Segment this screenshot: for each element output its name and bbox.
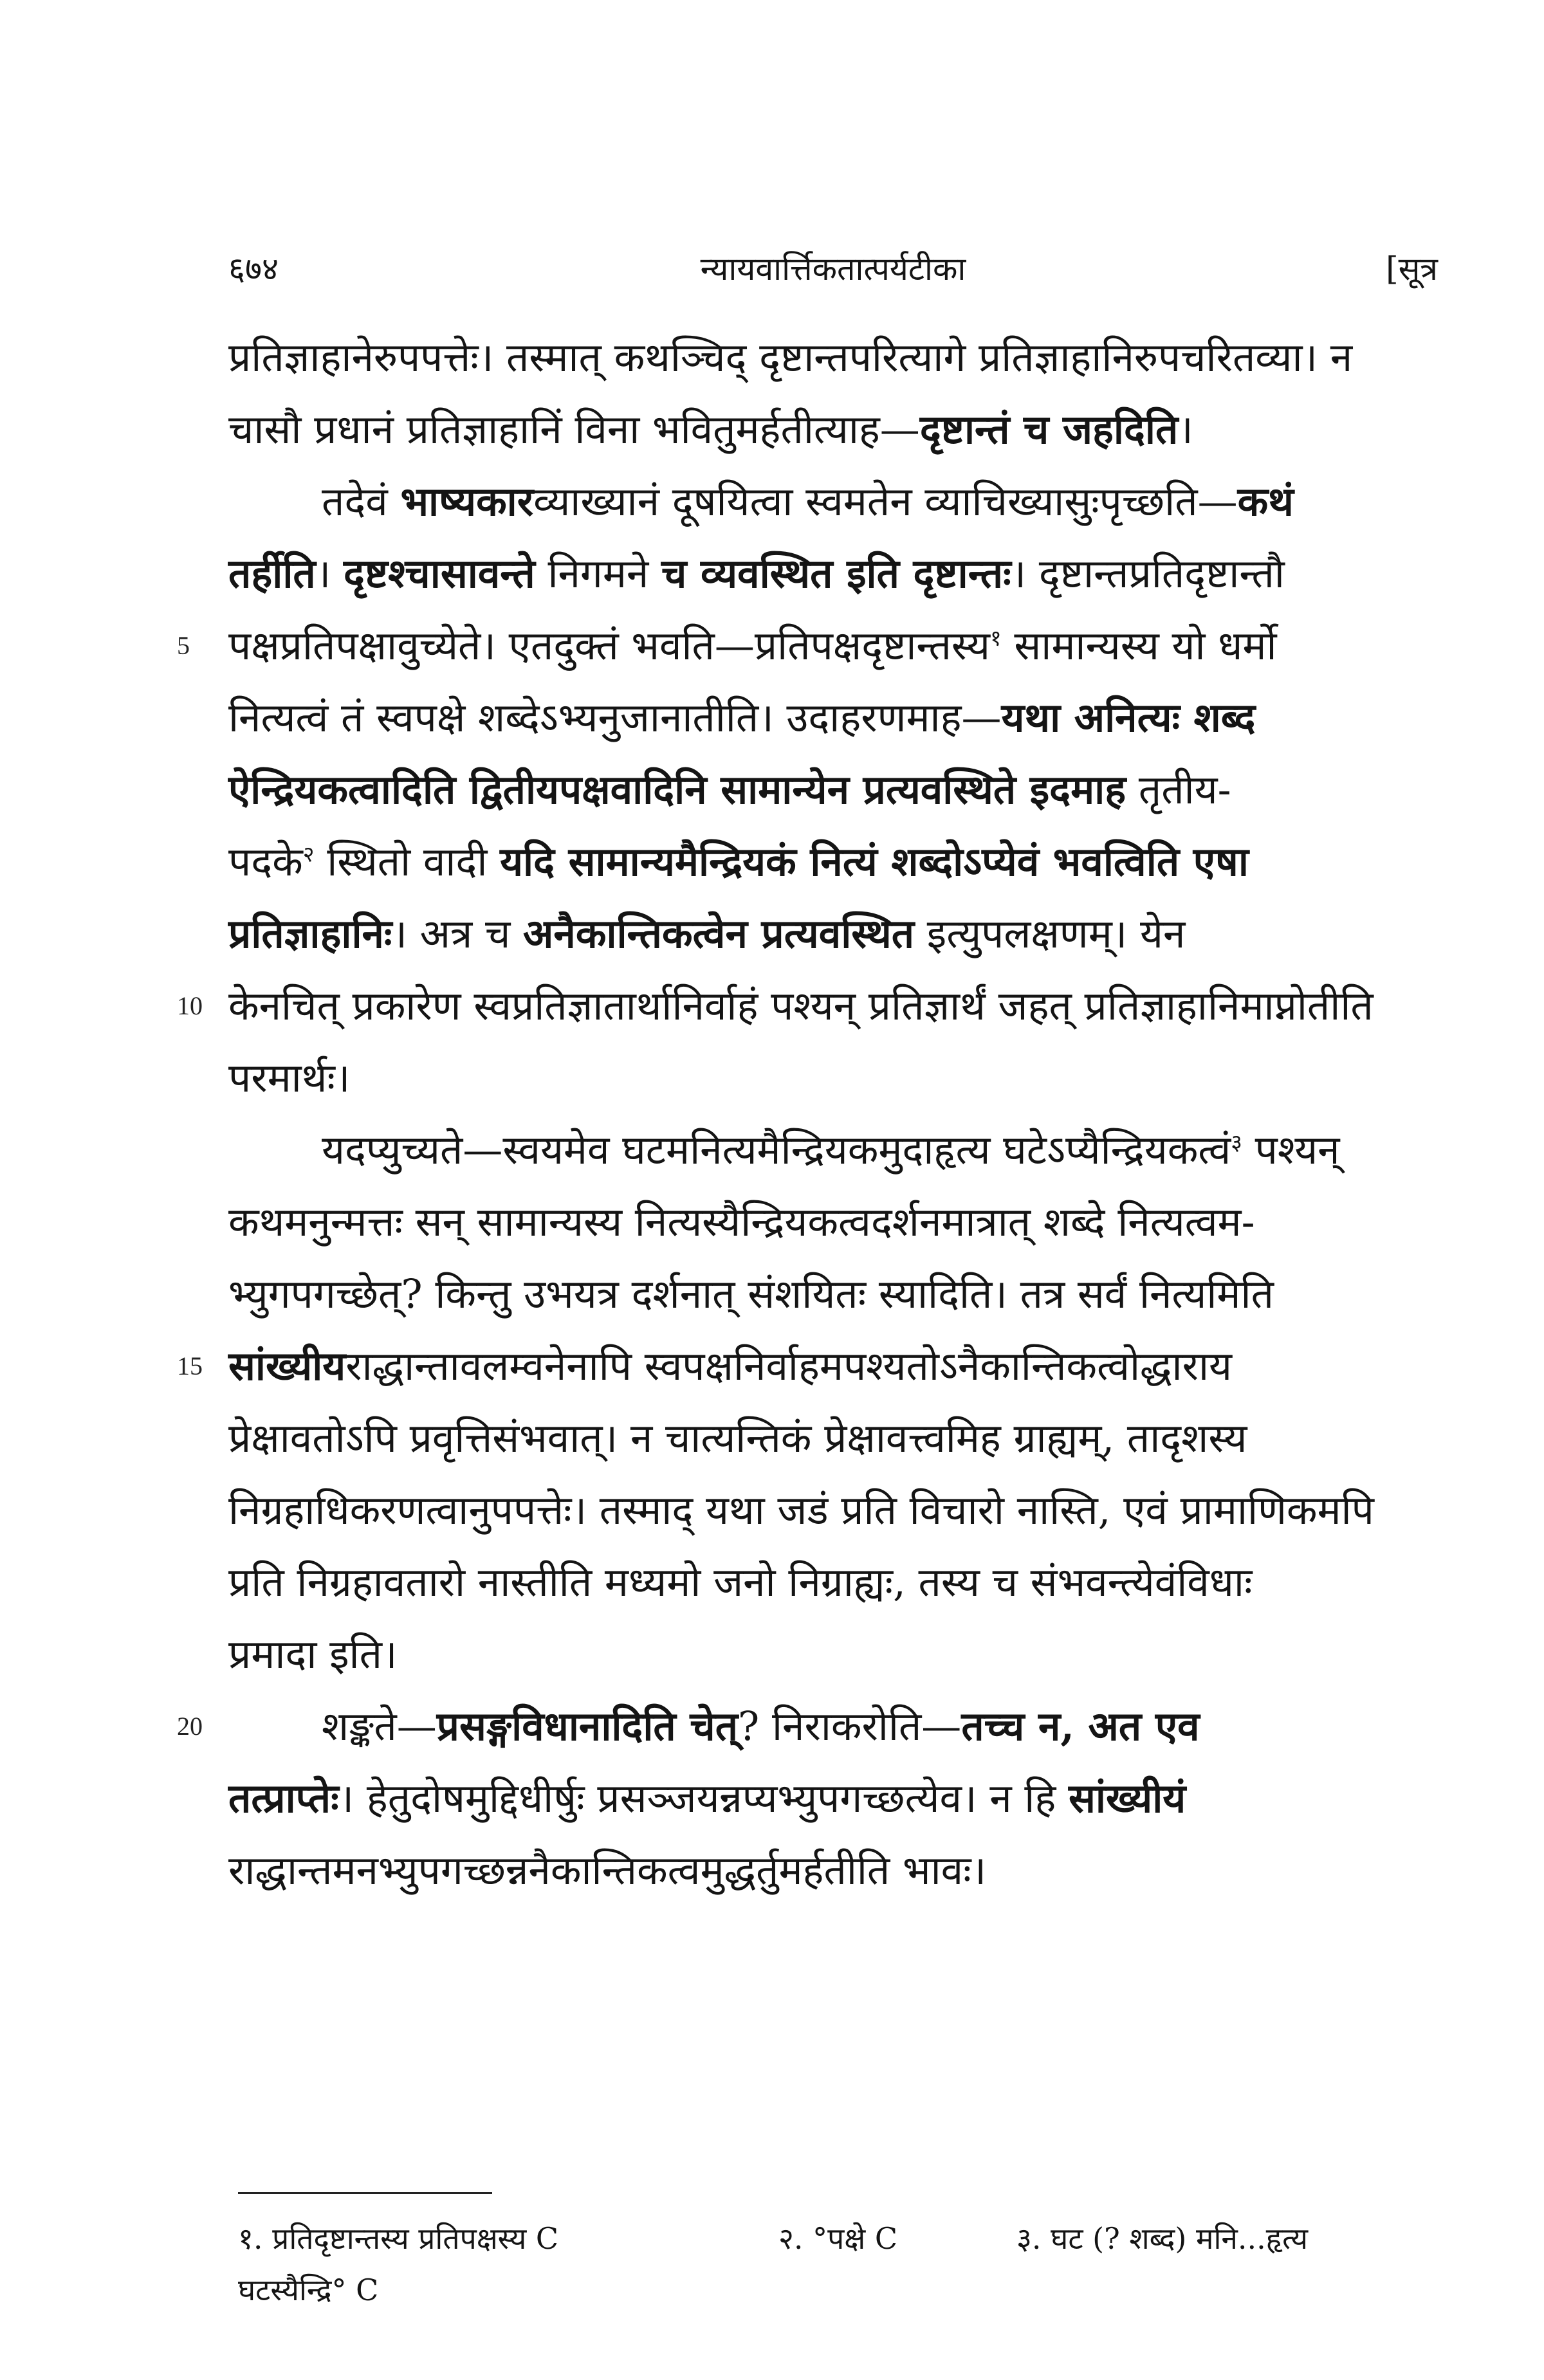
- line-number: 10: [177, 991, 203, 1020]
- line-text: प्रतिज्ञाहानेरुपपत्तेः। तस्मात् कथञ्चिद् दृष्टान्तपरित्यागे प्रतिज्ञाहानिरुपचरितव्या। न: [228, 334, 1353, 381]
- line-text: भ्युगपगच्छेत्? किन्तु उभयत्र दर्शनात् संशयितः स्यादिति। तत्र सर्वं नित्यमिति: [228, 1270, 1274, 1317]
- line-text: इत्युपलक्षणम्। येन: [914, 910, 1186, 957]
- text-line: [228, 1186, 1438, 1258]
- line-text: राद्धान्तावलम्वनेनापि स्वपक्षनिर्वाहमपश्यतोऽनैकान्तिकत्वोद्धाराय: [345, 1342, 1232, 1389]
- line-text: । दृष्टान्तप्रतिदृष्टान्तौ: [1011, 550, 1285, 597]
- pratika-bold: प्रसङ्गविधानादिति चेत्: [436, 1703, 739, 1750]
- line-text: प्रति निग्रहावतारो नास्तीति मध्यमो जनो निग्राह्यः, तस्य च संभवन्त्येवंविधाः: [228, 1559, 1253, 1606]
- line-text: केनचित् प्रकारेण स्वप्रतिज्ञातार्थानिर्वाहं पश्यन् प्रतिज्ञार्थं जहत् प्रतिज्ञाहानिमाप्नोतीति: [228, 982, 1374, 1029]
- footnote-row: [238, 2213, 1435, 2264]
- text-line: [228, 826, 1438, 898]
- line-number: 20: [177, 1712, 203, 1741]
- line-text: राद्धान्तमनभ्युपगच्छन्ननैकान्तिकत्वमुद्धर्तुमर्हतीति भावः।: [228, 1847, 987, 1894]
- line-number: 15: [177, 1351, 203, 1380]
- text-line: [177, 1690, 1438, 1762]
- line-text: प्रमादा इति।: [228, 1631, 398, 1678]
- line-text: कथमनुन्मत्तः सन् सामान्यस्य नित्यस्यैन्द्रियकत्वदर्शनमात्रात् शब्दे नित्यत्वम-: [228, 1198, 1255, 1245]
- section-marker: [सूत्र: [1386, 250, 1438, 288]
- footnote-2: २. °पक्षे C: [778, 2221, 898, 2256]
- line-text: परमार्थः।: [228, 1054, 351, 1101]
- text-line: [228, 1402, 1438, 1474]
- footnote-3-continuation: घटस्यैन्द्रि° C: [238, 2273, 379, 2307]
- text-line: [228, 1546, 1438, 1618]
- line-text: । हेतुदोषमुद्दिधीर्षुः प्रसञ्जयन्नप्यभ्युपगच्छत्येव। न हि: [338, 1775, 1069, 1822]
- footnote-ref: २: [302, 841, 315, 868]
- pratika-bold: ऐन्द्रियकत्वादिति द्वितीयपक्षवादिनि सामान्येन प्रत्यवस्थिते इदमाह: [228, 766, 1126, 813]
- line-text: निगमने: [535, 550, 662, 597]
- text-line: [228, 538, 1438, 610]
- footnote-1: १. प्रतिदृष्टान्तस्य प्रतिपक्षस्य C: [238, 2221, 559, 2256]
- pratika-bold: दृष्टान्तं च जहदिति: [919, 406, 1179, 453]
- line-text: निग्रहाधिकरणत्वानुपपत्तेः। तस्माद् यथा जडं प्रति विचारो नास्ति, एवं प्रामाणिकमपि: [228, 1487, 1374, 1533]
- pratika-bold: भाष्यकार: [400, 478, 534, 525]
- line-text: नित्यत्वं तं स्वपक्षे शब्देऽभ्यनुजानातीति। उदाहरणमाह—: [228, 694, 1002, 741]
- line-text: शङ्कते—: [322, 1703, 437, 1750]
- text-line: [228, 1258, 1438, 1330]
- line-text: पदके: [228, 838, 303, 885]
- text-line: [228, 466, 1438, 538]
- text-line: [228, 1114, 1438, 1186]
- pratika-bold: च व्यवस्थित इति दृष्टान्तः: [661, 550, 1011, 597]
- line-text: पश्यन्: [1242, 1126, 1340, 1173]
- line-text: ? निराकरोति—: [738, 1703, 962, 1750]
- page-number: ६७४: [228, 250, 279, 288]
- text-line: [228, 898, 1438, 970]
- pratika-bold: अनैकान्तिकत्वेन प्रत्यवस्थित: [523, 910, 915, 957]
- line-text: ।: [1178, 406, 1193, 453]
- pratika-bold: कथं: [1237, 478, 1294, 525]
- line-text: तदेवं: [322, 478, 401, 525]
- main-text: [177, 322, 1438, 1907]
- line-text: व्याख्यानं दूषयित्वा स्वमतेन व्याचिख्यासुःपृच्छति—: [533, 478, 1238, 525]
- text-line: [177, 1330, 1438, 1402]
- text-line: [228, 754, 1438, 826]
- footnote-ref: १: [989, 625, 1002, 652]
- pratika-bold: दृष्टश्चासावन्ते: [343, 550, 535, 597]
- pratika-bold: यदि सामान्यमैन्द्रियकं नित्यं शब्दोऽप्येवं भवत्विति एषा: [500, 838, 1249, 885]
- line-text: यदप्युच्यते—स्वयमेव घटमनित्यमैन्द्रियकमुदाहृत्य घटेऽप्यैन्द्रियकत्वं: [322, 1126, 1231, 1173]
- book-title: न्यायवार्त्तिकतात्पर्यटीका: [700, 250, 966, 288]
- line-text: पक्षप्रतिपक्षावुच्येते। एतदुक्तं भवति—प्रतिपक्षदृष्टान्तस्य: [228, 622, 990, 669]
- pratika-bold: यथा अनित्यः शब्द: [1001, 694, 1256, 741]
- text-line: [228, 1835, 1438, 1907]
- pratika-bold: सांख्यीय: [228, 1342, 346, 1389]
- text-line: [228, 1762, 1438, 1835]
- pratika-bold: सांख्यीयं: [1069, 1775, 1186, 1822]
- text-line: [228, 322, 1438, 394]
- line-text: प्रेक्षावतोऽपि प्रवृत्तिसंभवात्। न चात्यन्तिकं प्रेक्षावत्त्वमिह ग्राह्यम्, तादृशस्य: [228, 1414, 1247, 1461]
- footnote-row: [238, 2264, 1435, 2316]
- footnote-3: ३. घट (? शब्द) मनि...हृत्य: [1016, 2221, 1309, 2256]
- line-text: चासौ प्रधानं प्रतिज्ञाहानिं विना भवितुमर्हतीत्याह—: [228, 406, 920, 453]
- text-line: [228, 394, 1438, 466]
- line-text: । अत्र च: [392, 910, 524, 957]
- line-text: सामान्यस्य यो धर्मो: [1001, 622, 1277, 669]
- text-line: [177, 970, 1438, 1042]
- running-head: [228, 243, 1438, 295]
- text-line: [177, 610, 1438, 682]
- line-text: ।: [315, 550, 344, 597]
- footnotes: [238, 2213, 1435, 2316]
- pratika-bold: तत्प्राप्तेः: [228, 1775, 339, 1822]
- line-text: तृतीय-: [1126, 766, 1231, 813]
- line-text: स्थितो वादी: [314, 838, 501, 885]
- footnote-ref: ३: [1231, 1130, 1242, 1156]
- text-line: [228, 682, 1438, 754]
- text-line: [228, 1618, 1438, 1690]
- line-number: 5: [177, 631, 190, 660]
- pratika-bold: तच्च न, अत एव: [961, 1703, 1200, 1750]
- text-line: [228, 1042, 1438, 1114]
- footnote-divider: [238, 2192, 492, 2194]
- text-line: [228, 1474, 1438, 1546]
- pratika-bold: तर्हीति: [228, 550, 316, 597]
- pratika-bold: प्रतिज्ञाहानिः: [228, 910, 392, 957]
